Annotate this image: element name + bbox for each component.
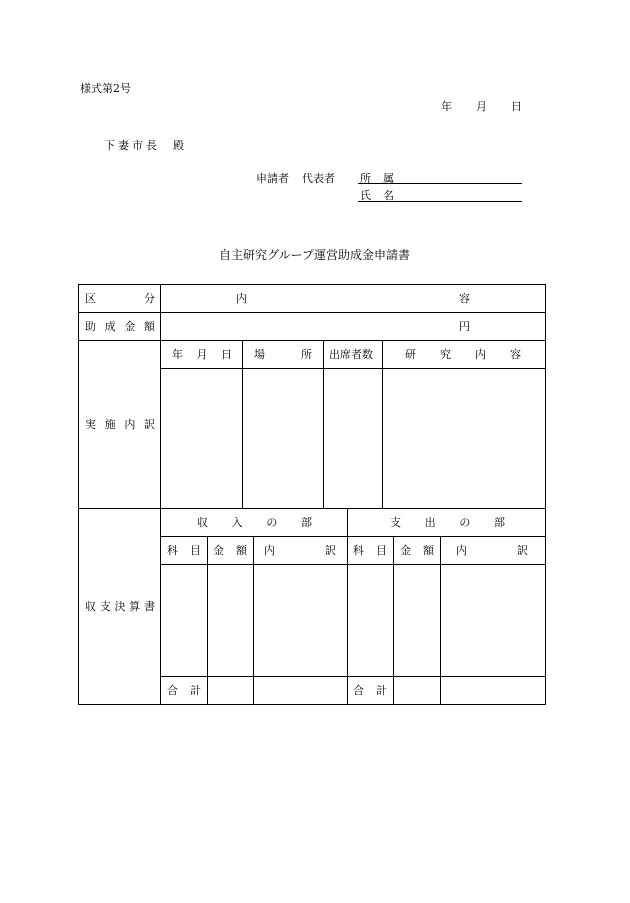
- income-item-header-char: 目: [190, 544, 201, 557]
- category-label-char: 区: [85, 292, 96, 305]
- income-amount-header-char: 金: [213, 544, 224, 557]
- expense-total-label-char: 合: [353, 684, 364, 697]
- income-header-char: 入: [231, 516, 243, 529]
- expense-item-header-char: 科: [353, 544, 364, 557]
- place-column-header-char: 場: [254, 348, 265, 361]
- content-header-char: 内: [236, 292, 247, 305]
- implementation-label-char: 内: [124, 418, 136, 431]
- income-total-label-char: 合: [167, 684, 178, 697]
- expense-item-header-char: 目: [376, 544, 387, 557]
- expense-header-char: 支: [390, 516, 401, 529]
- research-column-header-char: 研: [405, 348, 416, 361]
- date-month-label: 月: [476, 100, 487, 113]
- affiliation-line[interactable]: [358, 183, 522, 184]
- implementation-label-char: 実: [85, 418, 96, 431]
- budget-label: [85, 601, 155, 612]
- research-column-header-char: 内: [475, 348, 486, 361]
- affiliation-label-char: 所: [360, 172, 371, 185]
- table-line: [545, 284, 546, 704]
- attendees-column-header: 出席者数: [329, 348, 373, 361]
- income-breakdown-header-char: 内: [264, 544, 275, 557]
- income-breakdown-header-char: 訳: [325, 544, 336, 557]
- table-line: [382, 340, 383, 508]
- table-line: [160, 536, 546, 537]
- grant-amount-label-char: 助: [85, 320, 96, 333]
- place-column-header: [254, 349, 312, 360]
- research-column-header-char: 究: [440, 348, 451, 361]
- table-line: [78, 508, 546, 509]
- expense-breakdown-header-char: 内: [456, 544, 467, 557]
- table-line: [78, 312, 546, 313]
- budget-label-char: 収: [85, 600, 96, 613]
- name-line[interactable]: [358, 201, 522, 202]
- place-column-header-char: 所: [301, 348, 312, 361]
- income-breakdown-header: [264, 545, 336, 556]
- category-label: [85, 293, 155, 304]
- income-amount-header-char: 額: [236, 544, 247, 557]
- budget-label-char: 支: [99, 600, 111, 613]
- table-line: [78, 704, 546, 705]
- income-item-header: [167, 545, 201, 556]
- table-line: [207, 536, 208, 704]
- document-title: 自主研究グループ運営助成金申請書: [219, 248, 411, 262]
- implementation-label-char: 訳: [143, 418, 155, 431]
- category-label-char: 分: [144, 292, 155, 305]
- table-line: [393, 536, 394, 704]
- date-column-header-char: 年: [172, 348, 183, 361]
- name-label-char: 氏: [360, 189, 371, 202]
- grant-amount-label-char: 金: [124, 320, 136, 333]
- income-section-header: [197, 517, 312, 528]
- grant-amount-label: [85, 321, 155, 332]
- table-line: [160, 284, 161, 704]
- table-line: [440, 536, 441, 704]
- table-line: [160, 368, 546, 369]
- income-header-char: 部: [300, 516, 312, 529]
- expense-breakdown-header-char: 訳: [517, 544, 528, 557]
- expense-header-char: の: [459, 516, 471, 529]
- expense-header-char: 出: [424, 516, 436, 529]
- form-number: 様式第2号: [80, 82, 131, 95]
- expense-amount-header-char: 額: [423, 544, 434, 557]
- table-line: [160, 564, 546, 565]
- expense-total-label: [353, 685, 387, 696]
- expense-item-header: [353, 545, 387, 556]
- name-label: [360, 190, 394, 201]
- yen-unit: 円: [459, 320, 470, 333]
- research-column-header-char: 容: [510, 348, 521, 361]
- name-label-char: 名: [383, 189, 394, 202]
- date-year-label: 年: [441, 100, 452, 113]
- table-line: [242, 340, 243, 508]
- expense-section-header: [390, 517, 505, 528]
- date-column-header: [172, 349, 232, 360]
- income-header-char: 収: [197, 516, 208, 529]
- table-line: [78, 340, 546, 341]
- budget-label-char: 算: [129, 600, 141, 613]
- affiliation-label-char: 属: [383, 172, 394, 185]
- budget-label-char: 決: [114, 600, 126, 613]
- applicant-label: 申請者: [256, 172, 289, 185]
- expense-amount-header: [400, 545, 434, 556]
- honorific: 殿: [173, 139, 184, 152]
- expense-header-char: 部: [493, 516, 505, 529]
- income-header-char: の: [266, 516, 278, 529]
- grant-amount-label-char: 成: [104, 320, 116, 333]
- date-column-header-char: 月: [196, 348, 208, 361]
- table-line: [323, 340, 324, 508]
- expense-breakdown-header: [456, 545, 528, 556]
- table-line: [347, 508, 348, 704]
- grant-amount-label-char: 額: [143, 320, 155, 333]
- income-amount-header: [213, 545, 247, 556]
- income-total-label-char: 計: [190, 684, 201, 697]
- budget-label-char: 書: [144, 600, 155, 613]
- content-header-char: 容: [459, 292, 470, 305]
- expense-amount-header-char: 金: [400, 544, 411, 557]
- table-line: [160, 676, 546, 677]
- table-line: [78, 284, 546, 285]
- table-line: [253, 536, 254, 704]
- income-item-header-char: 科: [167, 544, 178, 557]
- date-day-label: 日: [511, 100, 522, 113]
- research-column-header: [405, 349, 521, 360]
- table-line: [78, 284, 79, 704]
- representative-label: 代表者: [302, 172, 335, 185]
- implementation-label-char: 施: [104, 418, 116, 431]
- addressee: 下妻市長: [104, 139, 160, 152]
- income-total-label: [167, 685, 201, 696]
- expense-total-label-char: 計: [376, 684, 387, 697]
- date-column-header-char: 日: [221, 348, 232, 361]
- implementation-label: [85, 419, 155, 430]
